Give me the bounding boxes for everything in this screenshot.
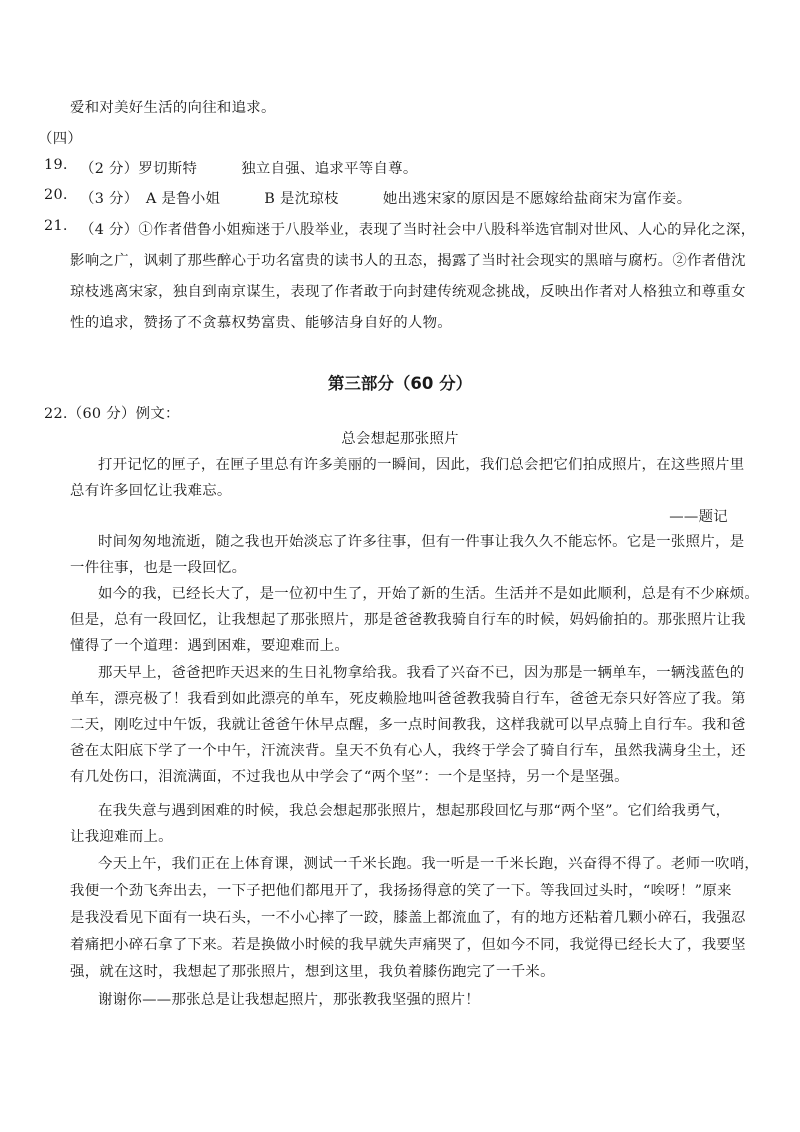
- q21-answer-line: 琼枝逃离宋家，独自到南京谋生，表现了作者敢于向封建传统观念挑战，反映出作者对人格独立和尊重女: [70, 284, 746, 300]
- essay-line: 二天，刚吃过中午饭，我就让爸爸午休早点醒，多一点时间教我，这样我就可以早点骑上自行车。我和爸: [70, 717, 746, 733]
- essay-line: 是我没看见下面有一块石头，一不小心摔了一跤，膝盖上都流血了，有的地方还粘着几颗小碎石，我强忍: [70, 910, 746, 926]
- epigraph-line: 打开记忆的匣子，在匣子里总有许多美丽的一瞬间，因此，我们总会把它们拍成照片，在这些照片里: [98, 457, 745, 473]
- essay-line: 一件往事，也是一段回忆。: [70, 560, 247, 576]
- epigraph-line: 总有许多回忆让我难忘。: [70, 483, 232, 499]
- q19-answer: （2 分）罗切斯特 独立自强、追求平等自尊。: [80, 161, 418, 177]
- q22-label: 22.（60 分）例文：: [44, 406, 180, 422]
- essay-line: 如今的我，已经长大了，是一位初中生了，开始了新的生活。生活并不是如此顺利，总是有不少麻烦。: [98, 586, 760, 602]
- essay-line: 强，就在这时，我想起了那张照片，想到这里，我负着膝伤跑完了一千米。: [70, 964, 555, 980]
- section-marker-four: （四）: [38, 131, 83, 147]
- essay-title: 总会想起那张照片: [341, 431, 459, 447]
- part3-heading: 第三部分（60 分）: [327, 374, 473, 393]
- q21-answer-line: 影响之广，讽刺了那些醉心于功名富贵的读书人的丑态，揭露了当时社会现实的黑暗与腐朽。②作者借沈: [70, 253, 746, 269]
- essay-line: 着痛把小碎石拿了下来。若是换做小时候的我早就失声痛哭了，但如今不同，我觉得已经长大了，我要坚: [70, 937, 746, 953]
- essay-line: 有几处伤口，泪流满面，不过我也从中学会了“两个坚”：一个是坚持，另一个是坚强。: [70, 769, 629, 785]
- essay-line: 在我失意与遇到困难的时候，我总会想起那张照片，想起那段回忆与那“两个坚”。它们给我勇气，: [98, 803, 731, 819]
- epigraph-signature: ——题记: [669, 509, 728, 525]
- essay-line: 但是，总有一段回忆，让我想起了那张照片，那是爸爸教我骑自行车的时候，妈妈偷拍的。那张照片让我: [70, 612, 746, 628]
- essay-line: 让我迎难而上。: [70, 829, 173, 845]
- essay-line: 我便一个劲飞奔出去，一下子把他们都甩开了，我扬扬得意的笑了一下。等我回过头时，“唉呀！”原来: [70, 883, 732, 899]
- essay-line: 今天上午，我们正在上体育课，测试一千米长跑。我一听是一千米长跑，兴奋得不得了。老师一吹哨，: [98, 856, 760, 872]
- essay-closing-line: 谢谢你——那张总是让我想起照片，那张教我坚强的照片！: [98, 992, 480, 1008]
- q20-answer: （3 分） A 是鲁小姐 B 是沈琼枝 她出逃宋家的原因是不愿嫁给盐商宋为富作妾。: [80, 191, 692, 207]
- essay-line: 单车，漂亮极了！我看到如此漂亮的单车，死皮赖脸地叫爸爸教我骑自行车，爸爸无奈只好答应了我。第: [70, 691, 746, 707]
- essay-line: 爸在太阳底下学了一个中午，汗流浃背。皇天不负有心人，我终于学会了骑自行车，虽然我满身尘土，还: [70, 743, 746, 759]
- q20-number: 20.: [44, 187, 68, 203]
- q19-number: 19.: [44, 157, 68, 173]
- essay-line: 懂得了一个道理：遇到困难，要迎难而上。: [70, 638, 350, 654]
- answer-continuation-line: 爱和对美好生活的向往和追求。: [70, 100, 276, 116]
- q21-number: 21.: [44, 218, 68, 234]
- essay-line: 那天早上，爸爸把昨天迟来的生日礼物拿给我。我看了兴奋不已，因为那是一辆单车，一辆浅蓝色的: [98, 665, 745, 681]
- q21-answer-line: （4 分）①作者借鲁小姐痴迷于八股举业，表现了当时社会中八股科举选官制对世风、人心的异化之深，: [80, 222, 756, 238]
- q21-answer-line: 性的追求，赞扬了不贪慕权势富贵、能够洁身自好的人物。: [70, 315, 452, 331]
- essay-line: 时间匆匆地流逝，随之我也开始淡忘了许多往事，但有一件事让我久久不能忘怀。它是一张照片，是: [98, 534, 745, 550]
